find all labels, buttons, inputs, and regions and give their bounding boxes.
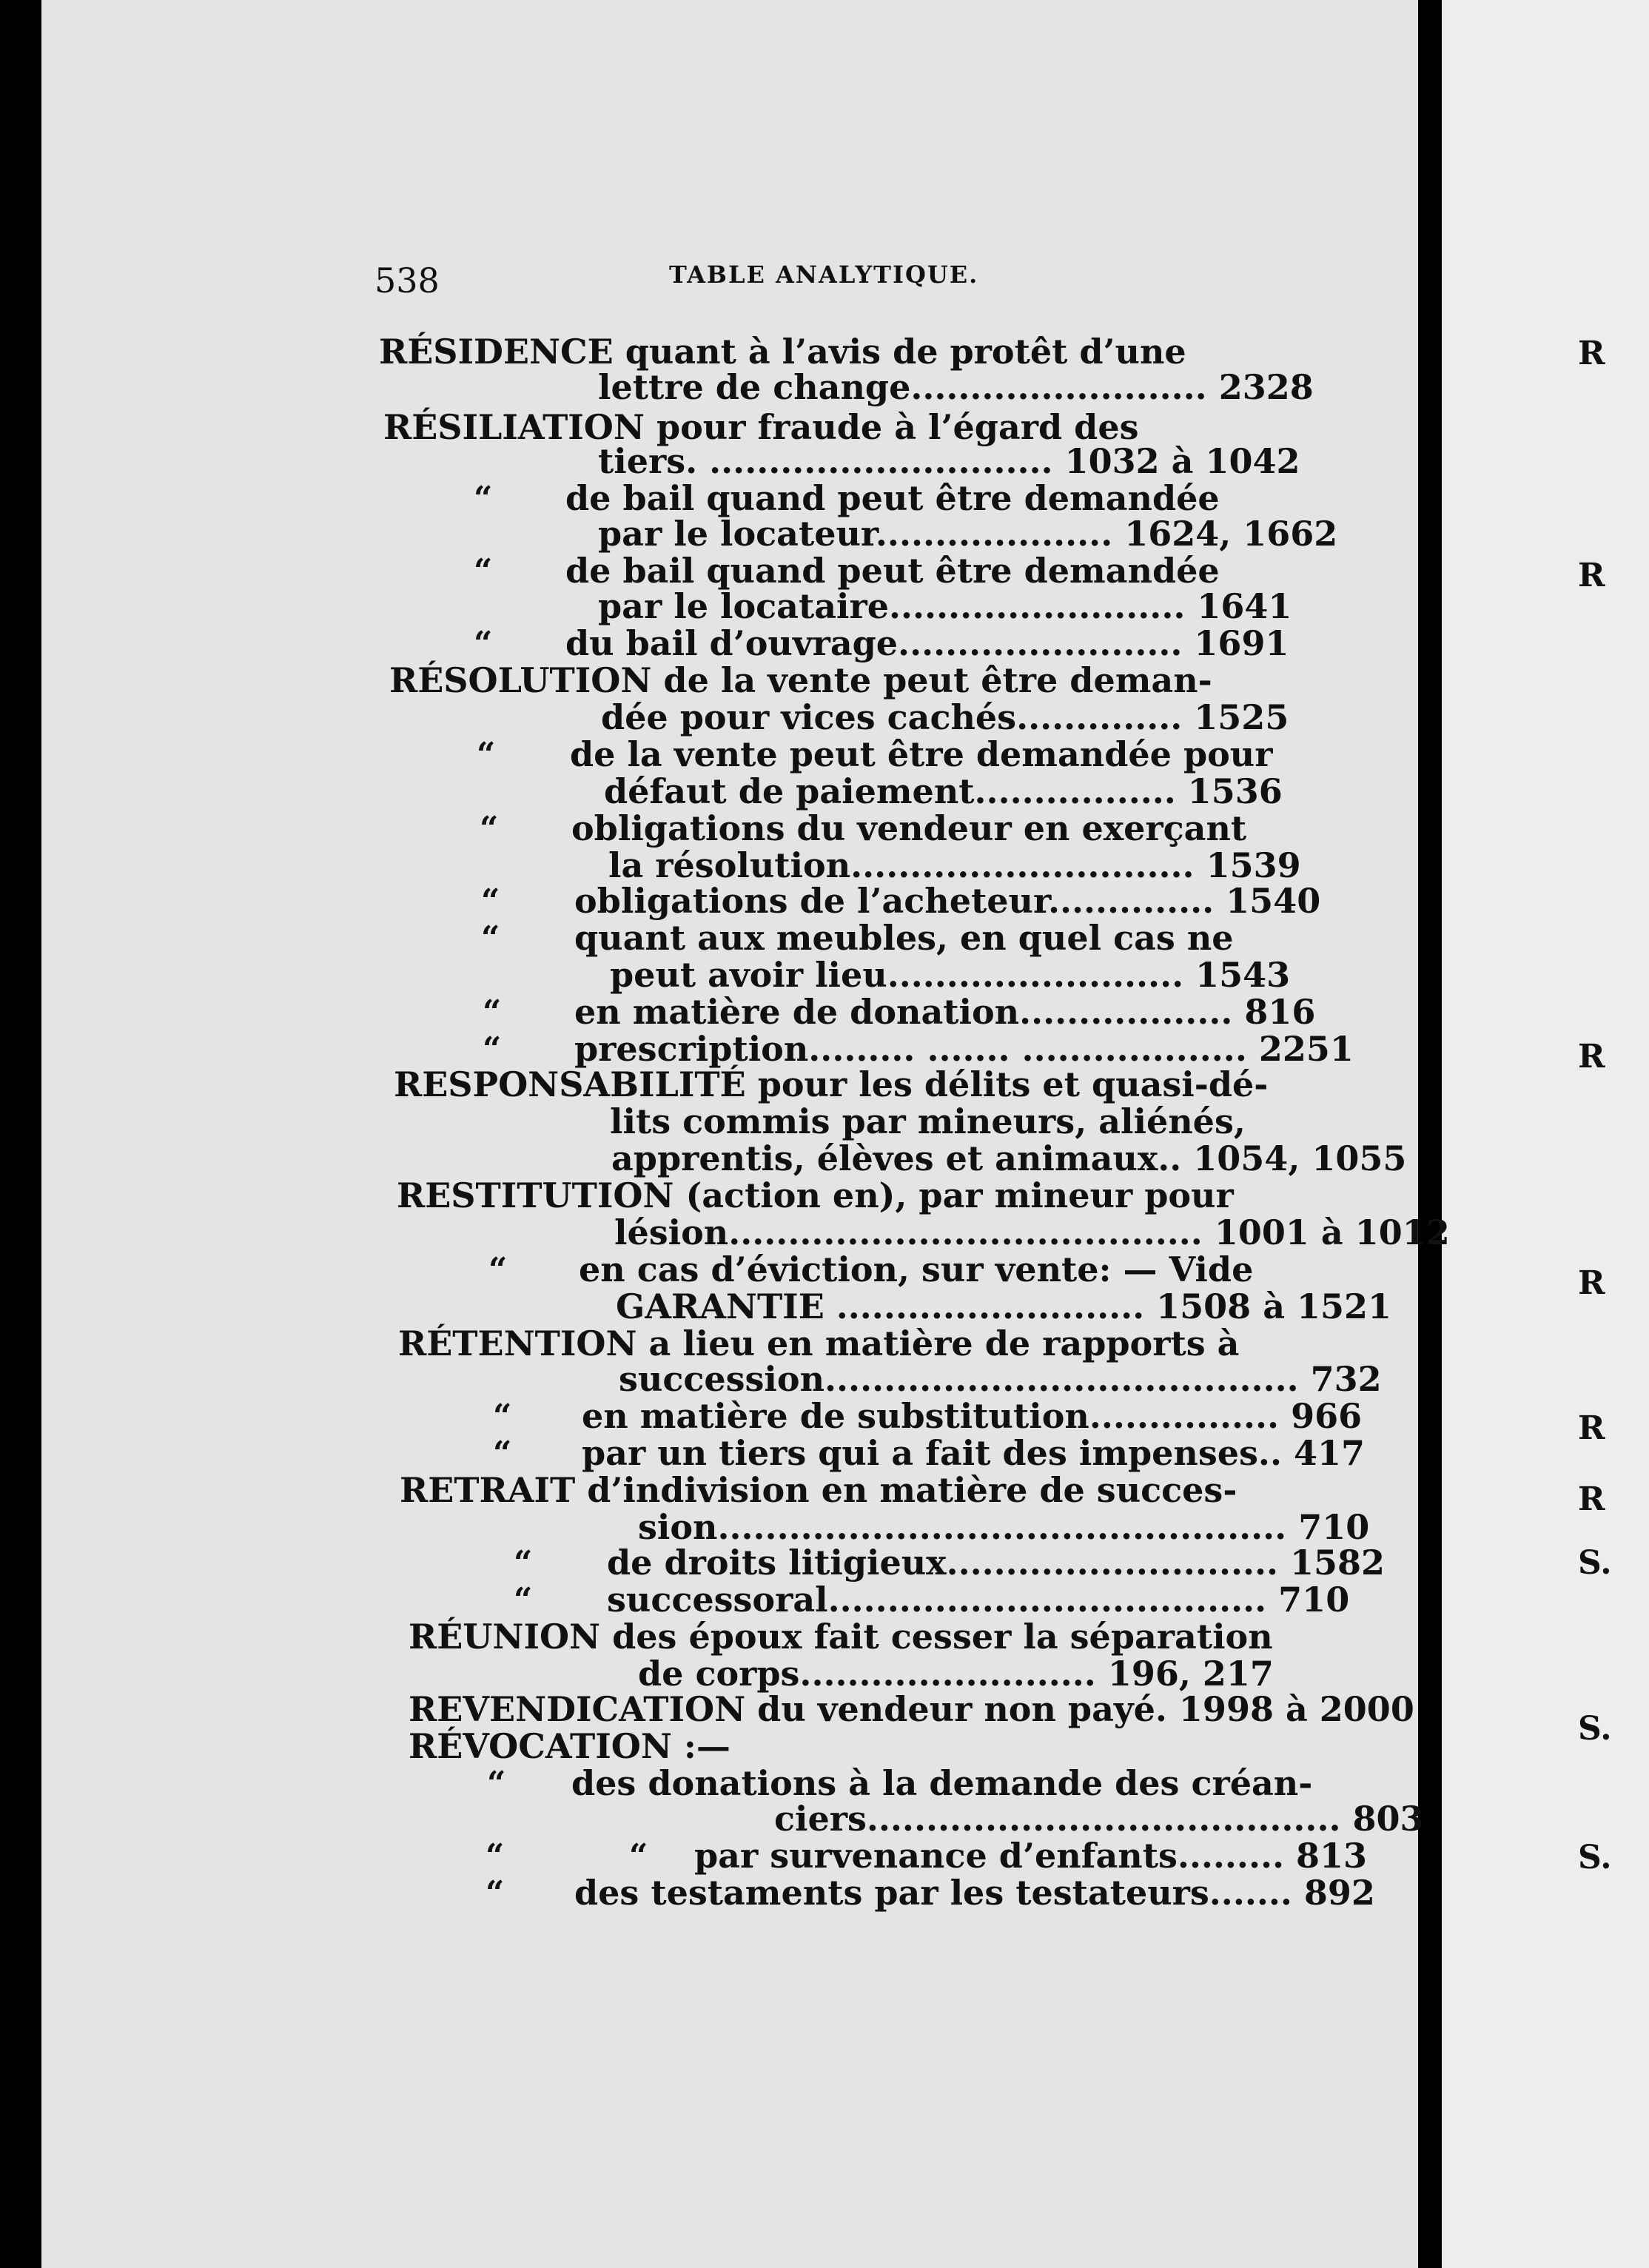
ditto-mark: “ xyxy=(483,993,502,1031)
index-line: RESTITUTION (action en), par mineur pour xyxy=(397,1175,1234,1215)
ditto-mark: “ xyxy=(477,736,496,774)
index-line: défaut de paiement................. 1536 xyxy=(604,771,1283,811)
facing-page-letter: R xyxy=(1578,335,1605,372)
index-line: apprentis, élèves et animaux.. 1054, 1055 xyxy=(611,1138,1407,1178)
facing-page-letter: R xyxy=(1578,557,1605,594)
facing-page-letter: R xyxy=(1578,1264,1605,1302)
index-line: RÉSILIATION pour fraude à l’égard des xyxy=(383,407,1139,447)
index-line: quant aux meubles, en quel cas ne xyxy=(574,918,1234,958)
index-line: lits commis par mineurs, aliénés, xyxy=(610,1101,1246,1141)
index-line: ciers........................................ 803 xyxy=(774,1799,1424,1839)
index-line: de corps......................... 196, 217 xyxy=(638,1654,1274,1694)
ditto-mark: “ xyxy=(483,1030,502,1068)
ditto-mark: “ xyxy=(480,810,499,848)
facing-page-letter: R xyxy=(1578,1038,1605,1076)
ditto-mark: “ xyxy=(474,480,493,517)
index-line: de bail quand peut être demandée xyxy=(565,478,1220,518)
index-line: obligations de l’acheteur.............. 1540 xyxy=(574,881,1321,921)
index-line: RÉVOCATION :— xyxy=(409,1726,731,1766)
facing-page-letter: S. xyxy=(1578,1544,1612,1582)
index-line: des donations à la demande des créan- xyxy=(571,1763,1313,1803)
index-line: tiers. ............................. 1032 à 1042 xyxy=(598,441,1300,481)
index-line: dée pour vices cachés.............. 1525 xyxy=(601,697,1289,737)
index-line: succession........................................ 732 xyxy=(619,1359,1382,1399)
ditto-mark: “ xyxy=(493,1398,512,1435)
facing-page-letter: S. xyxy=(1578,1710,1612,1748)
ditto-mark: “ xyxy=(514,1544,533,1582)
facing-page-edge xyxy=(1442,0,1649,2268)
index-line: prescription......... ....... ................... 2251 xyxy=(574,1029,1354,1069)
ditto-mark: “ xyxy=(481,882,500,920)
index-line: GARANTIE .......................... 1508 à 1521 xyxy=(616,1286,1392,1326)
index-line: de la vente peut être demandée pour xyxy=(570,734,1273,774)
index-line: la résolution............................. 1539 xyxy=(608,845,1301,885)
ditto-mark: “ xyxy=(481,919,500,957)
ditto-mark: “ xyxy=(488,1251,508,1289)
index-line: peut avoir lieu......................... 1543 xyxy=(610,955,1291,995)
index-line: REVENDICATION du vendeur non payé. 1998 à 2000 xyxy=(409,1689,1414,1729)
index-line: par le locataire......................... 1641 xyxy=(598,586,1292,626)
index-line: de bail quand peut être demandée xyxy=(565,551,1220,591)
index-line: RÉSOLUTION de la vente peut être deman- xyxy=(389,660,1212,700)
index-line: par survenance d’enfants......... 813 xyxy=(694,1836,1368,1876)
index-line: successoral..................................... 710 xyxy=(607,1580,1350,1620)
index-line: lettre de change......................... 2328 xyxy=(598,367,1314,407)
index-line: par le locateur.................... 1624, 1662 xyxy=(598,514,1338,554)
facing-page-letter: S. xyxy=(1578,1839,1612,1876)
index-line: par un tiers qui a fait des impenses.. 417 xyxy=(582,1433,1365,1473)
facing-page-letter: R xyxy=(1578,1480,1605,1518)
facing-page-letter: R xyxy=(1578,1409,1605,1447)
ditto-mark: “ xyxy=(629,1837,648,1875)
ditto-mark: “ xyxy=(474,625,493,662)
index-line: RÉSIDENCE quant à l’avis de protêt d’une xyxy=(379,332,1186,372)
index-line: des testaments par les testateurs....... 892 xyxy=(574,1873,1375,1913)
index-line: RÉUNION des époux fait cesser la séparation xyxy=(409,1617,1273,1657)
index-line: en matière de donation.................. 816 xyxy=(574,992,1316,1032)
ditto-mark: “ xyxy=(486,1837,505,1875)
index-line: en cas d’éviction, sur vente: — Vide xyxy=(579,1249,1254,1289)
index-line: RÉTENTION a lieu en matière de rapports à xyxy=(398,1323,1240,1363)
page-number: 538 xyxy=(375,261,440,301)
index-line: sion................................................ 710 xyxy=(638,1507,1370,1547)
index-line: du bail d’ouvrage........................ 1691 xyxy=(565,623,1289,663)
ditto-mark: “ xyxy=(514,1581,533,1619)
index-line: RESPONSABILITÉ pour les délits et quasi-dé- xyxy=(394,1064,1269,1104)
index-line: RETRAIT d’indivision en matière de succes- xyxy=(400,1470,1237,1510)
running-title: TABLE ANALYTIQUE. xyxy=(669,261,979,289)
index-line: en matière de substitution................ 966 xyxy=(582,1396,1363,1436)
index-line: de droits litigieux............................ 1582 xyxy=(607,1543,1386,1583)
ditto-mark: “ xyxy=(474,552,493,590)
ditto-mark: “ xyxy=(493,1435,512,1472)
index-line: lésion........................................ 1001 à 1012 xyxy=(614,1212,1450,1252)
index-line: obligations du vendeur en exerçant xyxy=(571,808,1247,848)
ditto-mark: “ xyxy=(486,1874,505,1912)
ditto-mark: “ xyxy=(487,1765,506,1802)
